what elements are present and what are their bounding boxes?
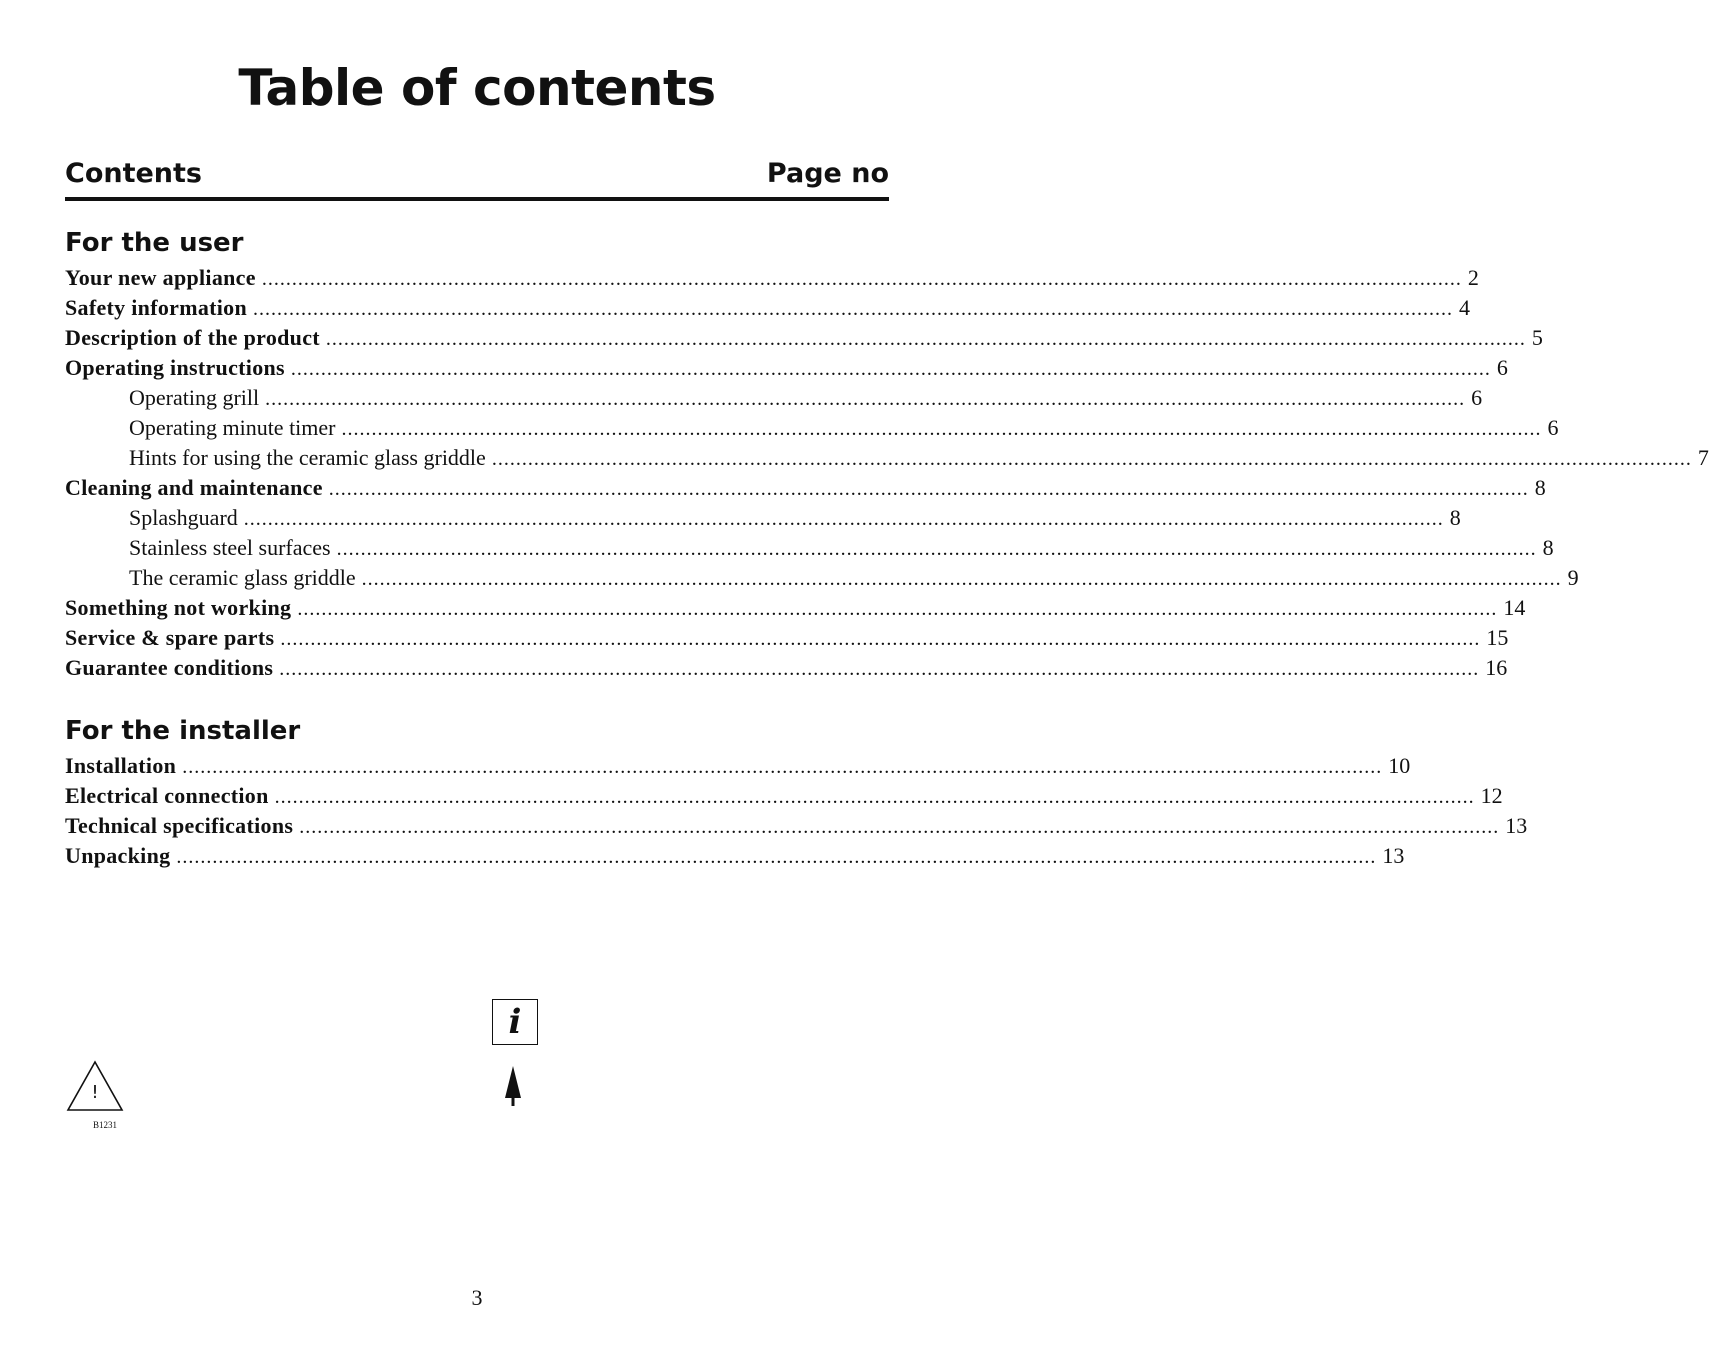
- toc-entry-page: 6: [1496, 355, 1508, 380]
- tree-icon: [503, 1066, 523, 1108]
- dot-leader: ........................................................................................................................................................................................................: [341, 418, 1542, 440]
- page-number: 3: [471, 1285, 483, 1310]
- toc-entry-page: 8: [1542, 535, 1554, 560]
- toc-entry: [65, 623, 1509, 653]
- dot-leader: ........................................................................................................................................................................................................: [280, 628, 1481, 650]
- toc-entry-label: Splashguard: [129, 505, 238, 530]
- toc-entry-label: Operating grill: [129, 385, 260, 410]
- dot-leader: ........................................................................................................................................................................................................: [297, 598, 1498, 620]
- dot-leader: ........................................................................................................................................................................................................: [336, 538, 1537, 560]
- toc-entry-label: Cleaning and maintenance: [65, 475, 323, 500]
- toc-entry-label: Service & spare parts: [65, 625, 275, 650]
- dot-leader: ........................................................................................................................................................................................................: [176, 846, 1377, 868]
- toc-entry: [65, 841, 1405, 871]
- page-title: Table of contents: [238, 59, 716, 117]
- toc-entry-page: 9: [1567, 565, 1579, 590]
- toc-entry-page: 8: [1534, 475, 1546, 500]
- toc-entry: [65, 653, 1508, 683]
- dot-leader: ........................................................................................................................................................................................................: [274, 786, 1475, 808]
- dot-leader: ........................................................................................................................................................................................................: [253, 298, 1453, 320]
- dot-leader: ........................................................................................................................................................................................................: [491, 448, 1692, 470]
- toc-entry-page: 4: [1459, 295, 1470, 320]
- toc-entry: [65, 503, 1461, 533]
- toc-entry: [65, 293, 1470, 323]
- toc-entry: [65, 323, 1543, 353]
- dot-leader: ........................................................................................................................................................................................................: [290, 358, 1491, 380]
- contents-header: [65, 156, 889, 192]
- toc-entry-page: 16: [1485, 655, 1508, 680]
- dot-leader: ........................................................................................................................................................................................................: [279, 658, 1480, 680]
- toc-entry-page: 5: [1531, 325, 1543, 350]
- toc-entry: [65, 563, 1579, 593]
- toc-entry-page: 8: [1449, 505, 1461, 530]
- toc-entry-label: The ceramic glass griddle: [129, 565, 356, 590]
- dot-leader: ........................................................................................................................................................................................................: [182, 756, 1383, 778]
- dot-leader: ........................................................................................................................................................................................................: [265, 388, 1466, 410]
- toc-entry-page: 13: [1382, 843, 1405, 868]
- toc-entry-label: Electrical connection: [65, 783, 269, 808]
- toc-entry-label: Installation: [65, 753, 177, 778]
- toc-entry-label: Technical specifications: [65, 813, 294, 838]
- toc-entry: [65, 353, 1508, 383]
- toc-entry-page: 14: [1503, 595, 1526, 620]
- toc-entry: [65, 533, 1554, 563]
- toc-entry-label: Guarantee conditions: [65, 655, 274, 680]
- section-heading-installer: For the installer: [65, 716, 301, 746]
- toc-entry: [65, 443, 1709, 473]
- toc-entry-label: Your new appliance: [65, 265, 256, 290]
- toc-entry: [65, 383, 1483, 413]
- installer-toc-list: [65, 751, 1528, 871]
- toc-entry: [65, 473, 1546, 503]
- toc-entry-page: 6: [1547, 415, 1559, 440]
- page-no-label: Page no: [766, 158, 889, 189]
- toc-entry: [65, 781, 1503, 811]
- dot-leader: ........................................................................................................................................................................................................: [328, 478, 1529, 500]
- toc-entry-page: 6: [1471, 385, 1483, 410]
- dot-leader: ........................................................................................................................................................................................................: [261, 268, 1462, 290]
- header-rule: [65, 197, 889, 201]
- user-toc-list: [65, 263, 1709, 683]
- toc-entry-page: 7: [1697, 445, 1709, 470]
- toc-entry-label: Unpacking: [65, 843, 171, 868]
- toc-entry-page: 10: [1388, 753, 1411, 778]
- toc-entry: [65, 413, 1559, 443]
- toc-entry: [65, 751, 1411, 781]
- toc-entry-page: 15: [1486, 625, 1509, 650]
- toc-entry-label: Operating instructions: [65, 355, 285, 380]
- toc-entry-page: 2: [1467, 265, 1479, 290]
- toc-entry-label: Hints for using the ceramic glass griddle: [129, 445, 486, 470]
- toc-entry-label: Something not working: [65, 595, 292, 620]
- toc-entry-page: 13: [1505, 813, 1528, 838]
- dot-leader: ........................................................................................................................................................................................................: [299, 816, 1500, 838]
- toc-entry-label: Stainless steel surfaces: [129, 535, 331, 560]
- toc-entry-page: 12: [1480, 783, 1503, 808]
- section-heading-user: For the user: [65, 228, 244, 258]
- info-icon: i: [492, 999, 538, 1045]
- toc-entry-label: Description of the product: [65, 325, 320, 350]
- toc-entry: [65, 263, 1479, 293]
- toc-entry-label: Safety information: [65, 295, 247, 320]
- dot-leader: ........................................................................................................................................................................................................: [361, 568, 1562, 590]
- dot-leader: ........................................................................................................................................................................................................: [243, 508, 1444, 530]
- warning-code: B1231: [93, 1120, 118, 1130]
- svg-text:!: !: [91, 1082, 99, 1103]
- warning-triangle-icon: [66, 1060, 124, 1112]
- toc-entry: [65, 593, 1526, 623]
- contents-label: Contents: [65, 158, 203, 189]
- toc-entry: [65, 811, 1528, 841]
- dot-leader: ........................................................................................................................................................................................................: [325, 328, 1526, 350]
- toc-entry-label: Operating minute timer: [129, 415, 336, 440]
